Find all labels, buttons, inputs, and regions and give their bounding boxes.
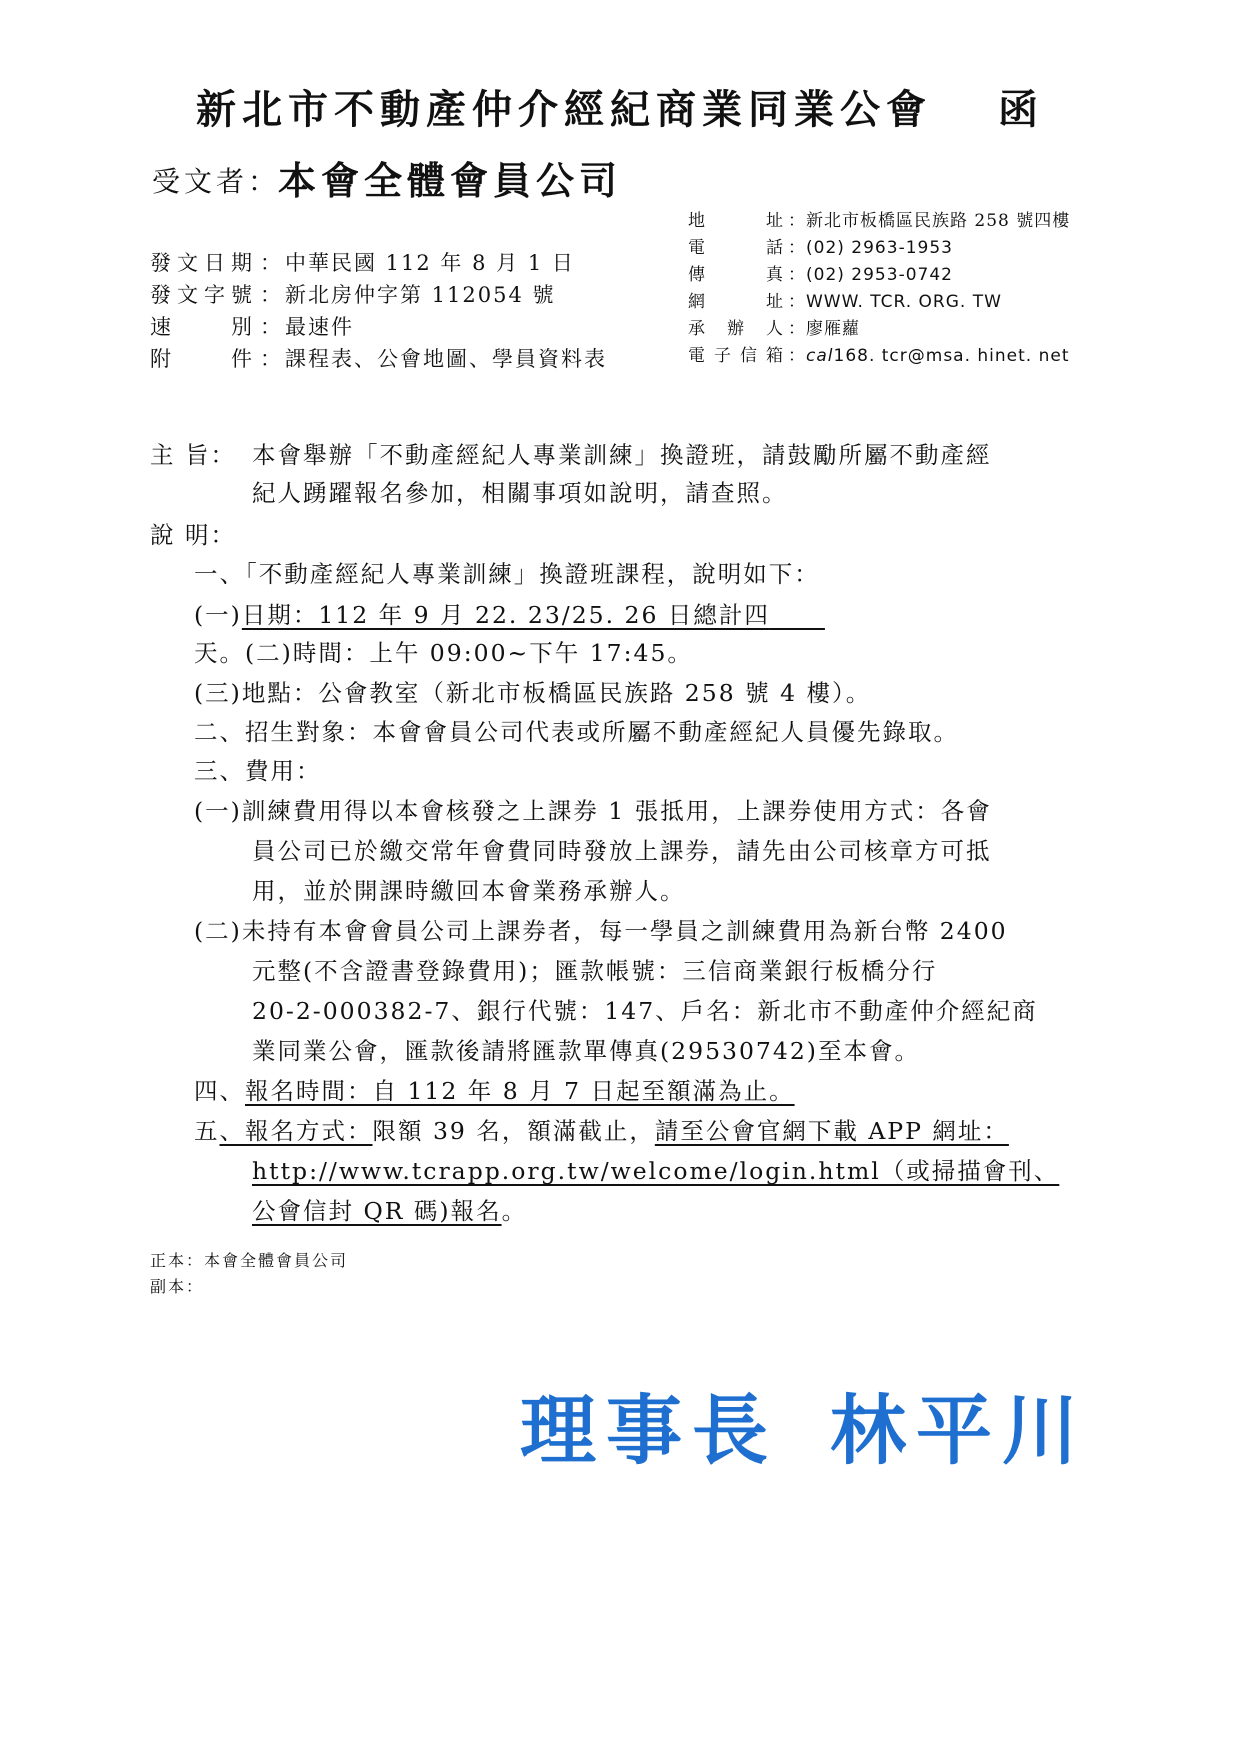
contact-website: 網址 ：WWW. TCR. ORG. TW xyxy=(688,287,1002,312)
meta-label: 速別 xyxy=(150,315,254,339)
fee-2-line-1: (二)未持有本會會員公司上課券者，每一學員之訓練費用為新台幣 2400 xyxy=(194,917,1008,945)
course-time: (二)時間：上午 09:00~下午 17:45。 xyxy=(245,639,693,667)
fee-2-line-3: 20-2-000382-7、銀行代號：147、戶名：新北市不動產仲介經紀商 xyxy=(252,997,1038,1025)
contact-email-label: 電子信箱 xyxy=(688,346,784,366)
explanation-item-1-3: (三)地點：公會教室（新北市板橋區民族路 258 號 4 樓）。 xyxy=(194,679,872,707)
contact-handler-label: 承辦人 xyxy=(688,319,784,339)
contact-website-label: 網址 xyxy=(688,292,784,312)
subject-line-2: 紀人踴躍報名參加，相關事項如說明，請查照。 xyxy=(252,479,788,507)
contact-website-value: WWW. TCR. ORG. TW xyxy=(806,292,1002,312)
meta-value: 最速件 xyxy=(285,315,354,339)
contact-address-label: 地址 xyxy=(688,211,784,231)
explanation-item-1-1 xyxy=(194,596,825,630)
explanation-item-1: 一、「不動產經紀人專業訓練」換證班課程，說明如下： xyxy=(194,560,820,588)
registration-quota: 限額 39 名，額滿截止， xyxy=(372,1117,655,1145)
contact-email-italic: cal xyxy=(806,346,834,366)
meta-issue-date: 發文日期 ：中華民國 112 年 8 月 1 日 xyxy=(150,247,575,277)
course-dates-end: 天。 xyxy=(194,639,245,667)
registration-url-cont xyxy=(252,1192,527,1226)
registration-end: 。 xyxy=(501,1197,528,1225)
meta-urgency: 速別 ：最速件 xyxy=(150,311,354,341)
contact-handler: 承辦人 ：廖雁蘿 xyxy=(688,314,860,339)
meta-label: 附件 xyxy=(150,347,254,371)
letter-title: 新北市不動產仲介經紀商業同業公會 函 xyxy=(196,87,1044,133)
copy-duplicate: 副本： xyxy=(150,1277,205,1296)
meta-attachments: 附件 ：課程表、公會地圖、學員資料表 xyxy=(150,343,607,373)
contact-address: 地址 ：新北市板橋區民族路 258 號四樓 xyxy=(688,206,1070,231)
explanation-item-3: 三、費用： xyxy=(194,757,322,785)
contact-phone: 電話 ：(02) 2963-1953 xyxy=(688,233,953,258)
fee-2-line-4: 業同業公會，匯款後請將匯款單傳真(29530742)至本會。 xyxy=(252,1037,920,1065)
contact-fax-label: 傳真 xyxy=(688,265,784,285)
contact-phone-value: (02) 2963-1953 xyxy=(806,238,953,258)
subject-label: 主 旨： xyxy=(150,441,236,469)
recipient-label: 受文者： xyxy=(152,165,281,198)
explanation-item-5 xyxy=(194,1112,1009,1146)
explanation-item-4 xyxy=(194,1072,795,1106)
contact-email-rest: 168. tcr@msa. hinet. net xyxy=(833,346,1070,366)
meta-label: 發文日期 xyxy=(150,251,254,275)
meta-value: 課程表、公會地圖、學員資料表 xyxy=(285,347,607,371)
signature xyxy=(520,1370,1088,1479)
item-prefix: 四、 xyxy=(194,1077,245,1105)
meta-value: 新北房仲字第 112054 號 xyxy=(285,283,556,307)
course-dates: 日期：112 年 9 月 22. 23/25. 26 日總計四 xyxy=(241,601,770,629)
explanation-item-2: 二、招生對象：本會會員公司代表或所屬不動產經紀人員優先錄取。 xyxy=(194,718,959,746)
signature-name: 林平川 xyxy=(830,1386,1088,1475)
contact-email: 電子信箱 ：cal168. tcr@msa. hinet. net xyxy=(688,341,1070,366)
signature-title: 理事長 xyxy=(520,1386,778,1475)
registration-qr-note: 公會信封 QR 碼)報名 xyxy=(252,1197,502,1225)
subject-line-1: 本會舉辦「不動產經紀人專業訓練」換證班，請鼓勵所屬不動產經 xyxy=(252,441,992,469)
meta-value: 中華民國 112 年 8 月 1 日 xyxy=(285,251,575,275)
contact-handler-value: 廖雁蘿 xyxy=(806,319,860,339)
fee-1-line-1: (一)訓練費用得以本會核發之上課券 1 張抵用，上課券使用方式：各會 xyxy=(194,797,992,825)
contact-fax: 傳真 ：(02) 2953-0742 xyxy=(688,260,953,285)
fee-2-line-2: 元整(不含證書登錄費用)；匯款帳號：三信商業銀行板橋分行 xyxy=(252,957,938,985)
registration-url-link[interactable]: http://www.tcrapp.org.tw/welcome/login.html（或掃描會刊、 xyxy=(252,1157,1060,1185)
item-prefix: (一) xyxy=(194,601,242,629)
fee-1-line-3: 用，並於開課時繳回本會業務承辦人。 xyxy=(252,877,686,905)
contact-address-value: 新北市板橋區民族路 258 號四樓 xyxy=(806,211,1071,231)
registration-method-label: 、報名方式： xyxy=(219,1117,373,1145)
meta-doc-number: 發文字號 ：新北房仲字第 112054 號 xyxy=(150,279,556,309)
registration-period: 報名時間：自 112 年 8 月 7 日起至額滿為止。 xyxy=(245,1077,795,1105)
fee-1-line-2: 員公司已於繳交常年會費同時發放上課券，請先由公司核章方可抵 xyxy=(252,837,992,865)
item-prefix: 五 xyxy=(194,1117,220,1145)
registration-instruction: 請至公會官網下載 APP 網址： xyxy=(654,1117,1009,1145)
explanation-item-1-2 xyxy=(194,634,693,668)
registration-url[interactable] xyxy=(252,1152,1059,1186)
meta-label: 發文字號 xyxy=(150,283,254,307)
recipient-value: 本會全體會員公司 xyxy=(278,159,623,203)
contact-fax-value: (02) 2953-0742 xyxy=(806,265,953,285)
explanation-label: 說 明： xyxy=(150,521,236,549)
contact-phone-label: 電話 xyxy=(688,238,784,258)
copy-original: 正本：本會全體會員公司 xyxy=(150,1251,349,1270)
